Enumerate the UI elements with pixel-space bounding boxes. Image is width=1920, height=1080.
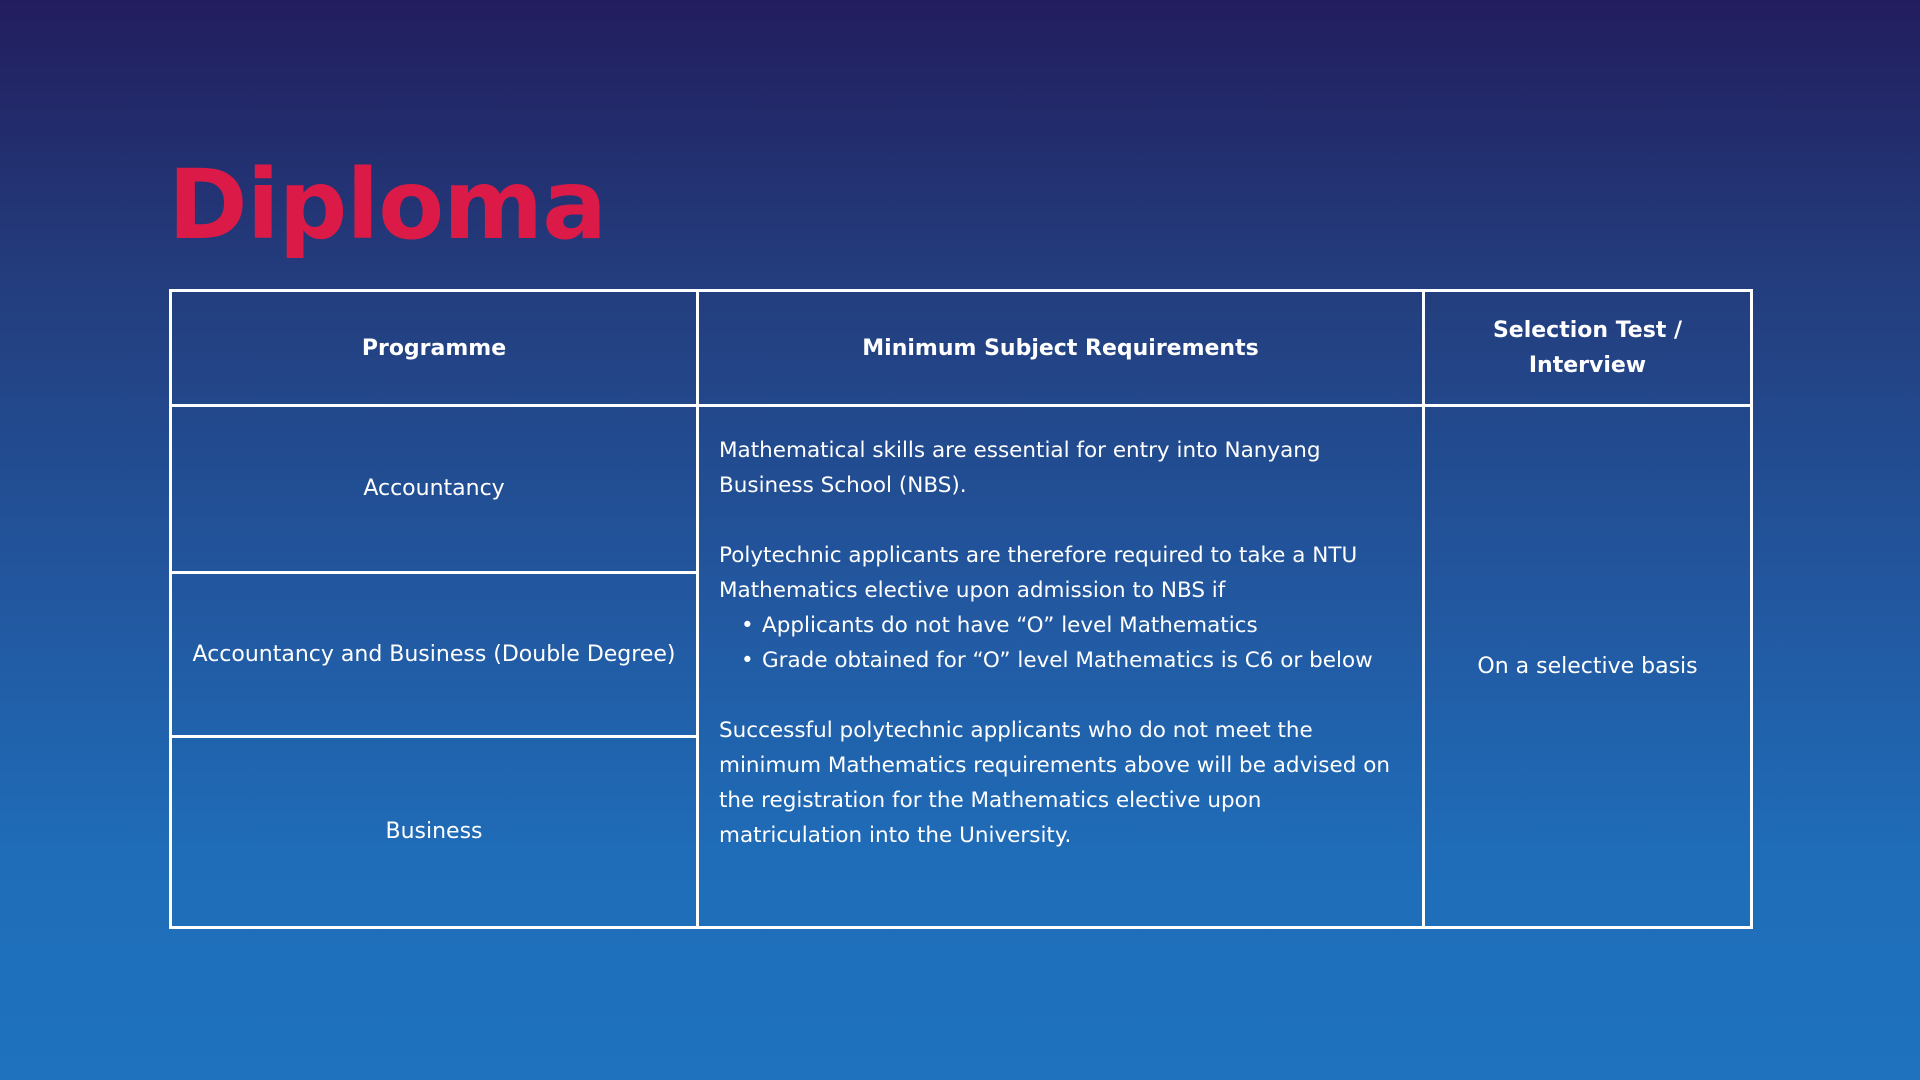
requirements-cell [698, 406, 1424, 928]
requirements-bullet-list [719, 608, 1402, 678]
programme-cell-business: Business [171, 737, 698, 928]
requirements-paragraph: Mathematical skills are essential for entry into Nanyang Business School (NBS). [719, 438, 1321, 498]
table-header-row [171, 291, 1752, 406]
header-selection [1424, 291, 1752, 406]
requirements-paragraph: Polytechnic applicants are therefore required to take a NTU Mathematics elective upon admission to NBS if [719, 543, 1358, 603]
page-title: Diploma [168, 149, 606, 261]
header-requirements: Minimum Subject Requirements [698, 291, 1424, 406]
selection-cell: On a selective basis [1424, 406, 1752, 928]
header-selection-label: Selection Test / Interview [1492, 318, 1683, 378]
requirements-table [169, 289, 1753, 929]
header-programme: Programme [171, 291, 698, 406]
programme-cell-accountancy: Accountancy [171, 406, 698, 573]
bullet-icon: • [741, 613, 754, 638]
list-item [741, 608, 1402, 643]
bullet-icon: • [741, 648, 754, 673]
table-row [171, 406, 1752, 573]
programme-cell-accountancy-business: Accountancy and Business (Double Degree) [171, 573, 698, 737]
requirements-paragraph: Successful polytechnic applicants who do not meet the minimum Mathematics requirements above will be advised on the registration for the Mathematics elective upon matriculation into the University. [719, 718, 1390, 848]
list-item-text: Grade obtained for “O” level Mathematics is C6 or below [762, 648, 1373, 673]
list-item [741, 643, 1402, 678]
list-item-text: Applicants do not have “O” level Mathematics [762, 613, 1258, 638]
